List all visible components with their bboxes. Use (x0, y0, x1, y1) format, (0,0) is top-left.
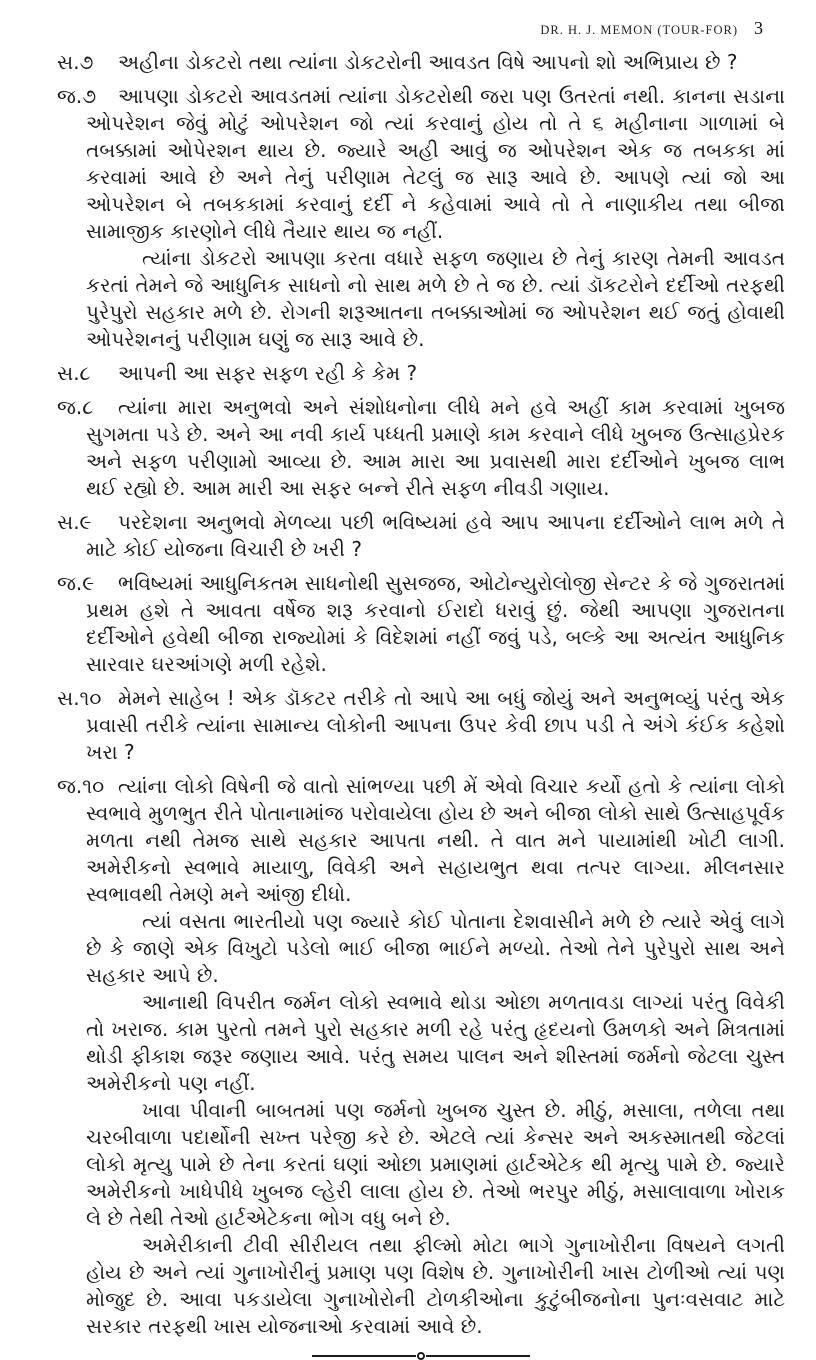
qa-text (86, 570, 785, 678)
qa-paragraph: ત્યાંના મારા અનુભવો અને સંશોધનોના લીધે મને હવે અહીં કામ કરવામાં ખુબજ સુગમતા પડે છે. અને આ નવી કાર્ય પધ્ધતી પ્રમાણે કામ કરવાને લીધે ખુબજ ઉત્સાહપ્રેરક અને સફળ પરીણામો આવ્યા છે. આમ મારા આ પ્રવાસથી મારા દર્દીઓને ખુબજ લાભ થઈ રહ્યો છે. આમ મારી આ સફર બન્ને રીતે સફળ નીવડી ગણાય. (86, 395, 785, 500)
qa-block (57, 685, 785, 766)
qa-block (57, 360, 785, 387)
qa-block (57, 773, 785, 1340)
divider-ornament (312, 1352, 530, 1360)
qa-paragraph: આપની આ સફર સફળ રહી કે કેમ ? (118, 361, 418, 385)
qa-label: સ.૮ (57, 361, 91, 385)
qa-label: સ.૧૦ (57, 686, 102, 710)
qa-paragraph: ખાવા પીવાની બાબતમાં પણ જર્મનો ખુબજ ચુસ્ત છે. મીઠું, મસાલા, તળેલા તથા ચરબીવાળા પદાર્થોની સખ્ત પરેજી કરે છે. એટલે ત્યાં કેન્સર અને અકસ્માતથી જેટલાં લોકો મૃત્યુ પામે છે તેના કરતાં ઘણાં ઓછા પ્રમાણમાં હાર્ટએટેક થી મૃત્યુ પામે છે. જ્યારે અમેરીકનો ખાધેપીધે ખુબજ લ્હેરી લાલા હોય છે. તેઓ ભરપુર મીઠું, મસાલાવાળા ખોરાક લે છે તેથી તેઓ હાર્ટએટેકના ભોગ વધુ બને છે. (86, 1098, 785, 1230)
qa-label: જ.૭ (57, 84, 97, 108)
qa-paragraph: ત્યાંના ડોકટરો આપણા કરતા વધારે સફળ જણાય છે તેનું કારણ તેમની આવડત કરતાં તેમને જે આધુનિક સાધનો નો સાથ મળે છે તે જ છે. ત્યાં ડૉકટરોને દર્દીઓ તરફથી પુરેપુરો સહકાર મળે છે. રોગની શરૂઆતના તબક્કાઓમાં જ ઓપરેશન થઈ જતું હોવાથી ઓપરેશનનું પરીણામ ઘણું જ સારૂ આવે છે. (86, 246, 785, 351)
qa-paragraph: આપણા ડોકટરો આવડતમાં ત્યાંના ડોકટરોથી જરા પણ ઉતરતાં નથી. કાનના સડાના ઓપરેશન જેવું મોટું ઓપરેશન જો ત્યાં કરવાનું હોય તો તે ૬ મહીનાના ગાળામાં બે તબક્કામાં ઓપેરશન થાય છે. જ્યારે અહી આવું જ ઓપરેશન એક જ તબકકા માં કરવામાં આવે છે અને તેનું પરીણામ તેટલું જ સારૂ આવે છે. આપણે ત્યાં જો આ ઓપરેશન બે તબકકામાં કરવાનું દર્દી ને કહેવામાં આવે તો તે નાણાકીય તથા બીજા સામાજીક કારણોને લીધે તૈયાર થાય જ નહીં. (86, 84, 785, 243)
qa-text (86, 360, 785, 387)
qa-paragraph: આનાથી વિપરીત જર્મન લોકો સ્વભાવે થોડા ઓછા મળતાવડા લાગ્યાં પરંતુ વિવેકી તો ખરાજ. કામ પુરતો તમને પુરો સહકાર મળી રહે પરંતુ હૃદયનો ઉમળકો અને મિત્રતામાં થોડી ફીકાશ જરૂર જણાય આવે. પરંતુ સમય પાલન અને શીસ્તમાં જર્મનો જેટલા ચુસ્ત અમેરીકનો પણ નહીં. (86, 990, 785, 1095)
qa-paragraph: અહીના ડોકટરો તથા ત્યાંના ડોકટરોની આવડત વિષે આપનો શો અભિપ્રાય છે ? (118, 50, 738, 74)
document-body (57, 49, 785, 1340)
page-header (57, 18, 785, 39)
qa-text (86, 509, 785, 563)
qa-label: જ.૮ (57, 395, 94, 419)
qa-paragraph: ભવિષ્યમાં આધુનિકતમ સાધનોથી સુસજજ, ઓટોન્યુરોલોજી સેન્ટર કે જે ગુજરાતમાં પ્રથમ હશે તે આવતા વર્ષેજ શરૂ કરવાનો ઈરાદો ધરાવું છું. જેથી આપણા ગુજરાતના દર્દીઓને હવેથી બીજા રાજ્યોમાં કે વિદેશમાં નહીં જવું પડે, બલ્કે આ અત્યંત આધુનિક સારવાર ઘરઆંગણે મળી રહેશે. (86, 571, 785, 676)
header-title: DR. H. J. MEMON (TOUR-FOR) (540, 23, 738, 37)
divider-line-right (426, 1355, 530, 1357)
qa-block (57, 570, 785, 678)
page-number: 3 (754, 18, 763, 38)
qa-block (57, 83, 785, 353)
qa-label: જ.૯ (57, 571, 95, 595)
qa-label: સ.૯ (57, 510, 92, 534)
qa-text (86, 394, 785, 502)
qa-block (57, 394, 785, 502)
divider-line-left (312, 1355, 416, 1357)
qa-label: જ.૧૦ (57, 774, 105, 798)
qa-text (86, 685, 785, 766)
qa-paragraph: પરદેશના અનુભવો મેળવ્યા પછી ભવિષ્યમાં હવે આપ આપના દર્દીઓને લાભ મળે તે માટે કોઈ યોજના વિચારી છે ખરી ? (86, 510, 785, 561)
qa-text (86, 773, 785, 1340)
divider-circle-icon (417, 1352, 425, 1360)
qa-paragraph: અમેરીકાની ટીવી સીરીયલ તથા ફીલ્મો મોટા ભાગે ગુનાખોરીના વિષયને લગતી હોય છે અને ત્યાં ગુનાખોરીનું પ્રમાણ પણ વિશેષ છે. ગુનાખોરીની ખાસ ટોળીઓ ત્યાં પણ મોજુદ છે. આવા પકડાયેલા ગુનાખોરોની ટોળકીઓના કુટુંબીજનોના પુનઃવસવાટ માટે સરકાર તરફથી ખાસ યોજનાઓ કરવામાં આવે છે. (86, 1233, 785, 1338)
qa-paragraph: મેમને સાહેબ ! એક ડૉકટર તરીકે તો આપે આ બધું જોયું અને અનુભવ્યું પરંતુ એક પ્રવાસી તરીકે ત્યાંના સામાન્ય લોકોની આપના ઉપર કેવી છાપ પડી તે અંગે કંઈક કહેશો ખરા ? (86, 686, 785, 764)
qa-paragraph: ત્યાંના લોકો વિષેની જે વાતો સાંભળ્યા પછી મેં એવો વિચાર કર્યો હતો કે ત્યાંના લોકો સ્વભાવે મુળભુત રીતે પોતાનામાંજ પરોવાયેલા હોય છે અને બીજા લોકો સાથે ઉત્સાહપૂર્વક મળતા નથી તેમજ સાથે સહકાર આપતા નથી. તે વાત મને પાયામાંથી ખોટી લાગી. અમેરીકનો સ્વભાવે માયાળુ, વિવેકી અને સહાયભુત થવા તત્પર લાગ્યા. મીલનસાર સ્વભાવથી તેમણે મને આંજી દીધો. (86, 774, 785, 906)
qa-label: સ.૭ (57, 50, 94, 74)
qa-text (86, 83, 785, 353)
qa-paragraph: ત્યાં વસતા ભારતીયો પણ જ્યારે કોઈ પોતાના દેશવાસીને મળે છે ત્યારે એવું લાગે છે કે જાણે એક વિખુટો પડેલો ભાઈ બીજા ભાઈને મળ્યો. તેઓ તેને પુરેપુરો સાથ અને સહકાર આપે છે. (86, 909, 785, 987)
qa-block (57, 509, 785, 563)
qa-block (57, 49, 785, 76)
qa-text (86, 49, 785, 76)
